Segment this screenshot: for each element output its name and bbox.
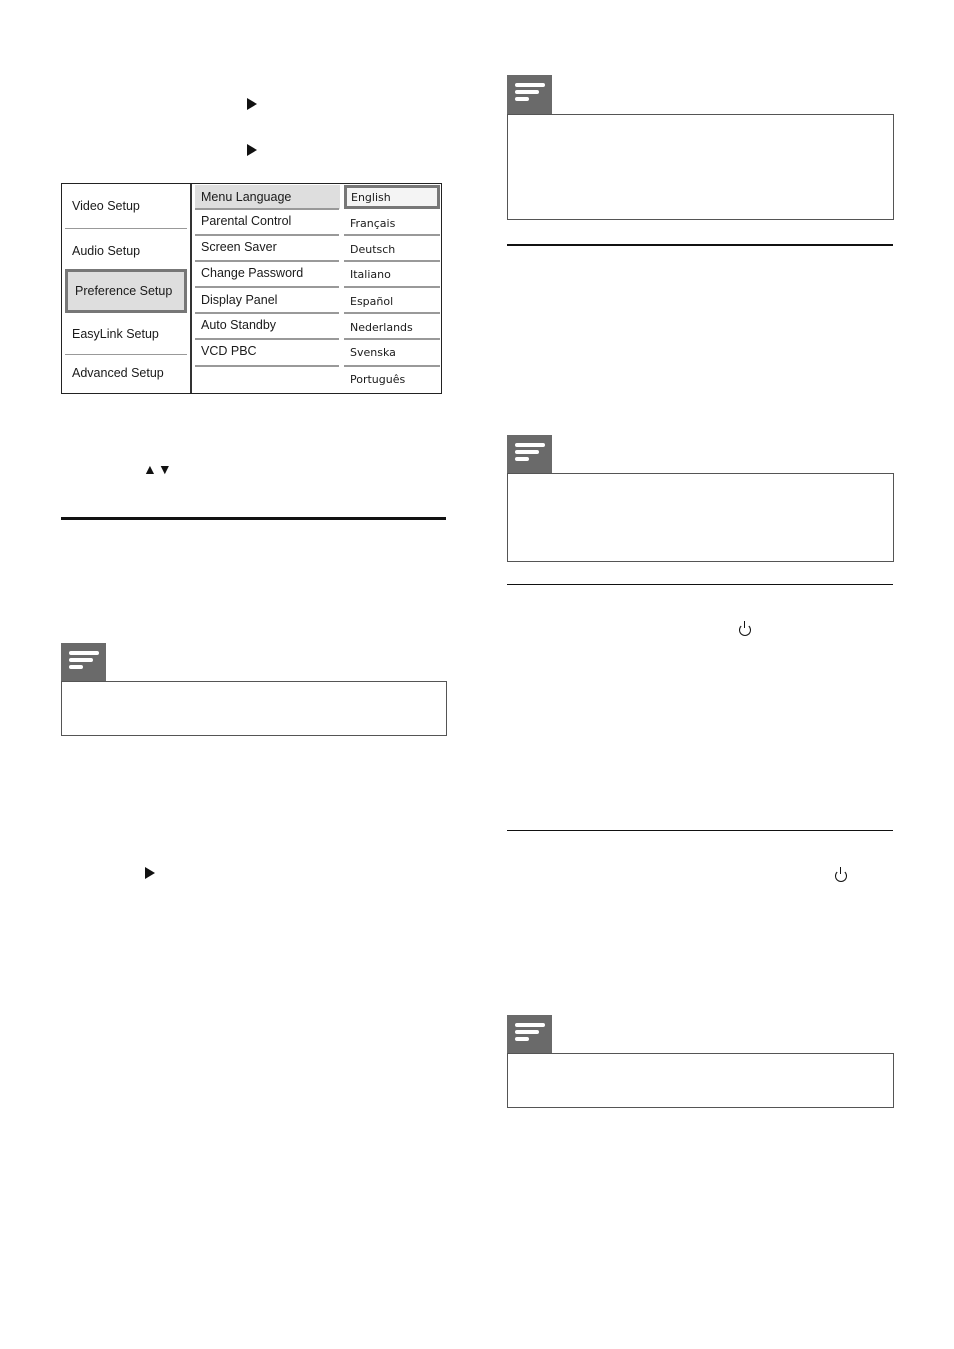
section-divider bbox=[507, 830, 893, 831]
menu-option-parental-control[interactable]: Parental Control bbox=[201, 214, 292, 228]
menu-category-advanced-setup[interactable]: Advanced Setup bbox=[72, 366, 164, 380]
note-box bbox=[61, 681, 447, 736]
menu-option-vcd-pbc[interactable]: VCD PBC bbox=[201, 344, 257, 358]
note-box bbox=[507, 473, 894, 562]
note-icon bbox=[507, 75, 552, 114]
menu-divider bbox=[65, 228, 187, 229]
menu-category-panel bbox=[62, 184, 192, 393]
menu-value-nederlands[interactable]: Nederlands bbox=[350, 320, 413, 334]
menu-category-audio-setup[interactable]: Audio Setup bbox=[72, 244, 141, 258]
menu-value-svenska[interactable]: Svenska bbox=[350, 345, 396, 359]
menu-value-francais[interactable]: Français bbox=[350, 216, 396, 230]
preference-setup-menu bbox=[61, 183, 442, 394]
menu-divider bbox=[344, 286, 440, 288]
note-box bbox=[507, 114, 894, 220]
note-icon bbox=[507, 435, 552, 474]
menu-divider bbox=[344, 234, 440, 236]
section-divider bbox=[507, 244, 893, 246]
power-icon bbox=[835, 870, 847, 882]
menu-divider bbox=[344, 312, 440, 314]
menu-value-espanol[interactable]: Español bbox=[350, 294, 394, 308]
menu-option-menu-language[interactable]: Menu Language bbox=[195, 185, 340, 209]
section-divider bbox=[61, 517, 446, 520]
menu-option-display-panel[interactable]: Display Panel bbox=[201, 293, 278, 307]
menu-option-change-password[interactable]: Change Password bbox=[201, 266, 304, 280]
play-arrow-icon bbox=[145, 867, 155, 879]
note-icon bbox=[507, 1015, 552, 1054]
note-box bbox=[507, 1053, 894, 1108]
menu-category-video-setup[interactable]: Video Setup bbox=[72, 199, 140, 213]
play-arrow-icon bbox=[247, 98, 257, 110]
menu-category-easylink-setup[interactable]: EasyLink Setup bbox=[72, 327, 159, 341]
menu-option-screen-saver[interactable]: Screen Saver bbox=[201, 240, 277, 254]
menu-value-deutsch[interactable]: Deutsch bbox=[350, 242, 396, 256]
play-arrow-icon bbox=[247, 144, 257, 156]
section-divider bbox=[507, 584, 893, 585]
menu-category-preference-setup[interactable]: Preference Setup bbox=[65, 269, 187, 313]
menu-divider bbox=[195, 365, 339, 367]
menu-value-italiano[interactable]: Italiano bbox=[350, 267, 391, 281]
power-icon bbox=[739, 624, 751, 636]
menu-option-auto-standby[interactable]: Auto Standby bbox=[201, 318, 277, 332]
menu-value-english[interactable]: English bbox=[344, 185, 440, 209]
up-down-arrows-icon: ▲▼ bbox=[143, 461, 173, 477]
note-icon bbox=[61, 643, 106, 682]
menu-value-portugues[interactable]: Português bbox=[350, 372, 406, 386]
